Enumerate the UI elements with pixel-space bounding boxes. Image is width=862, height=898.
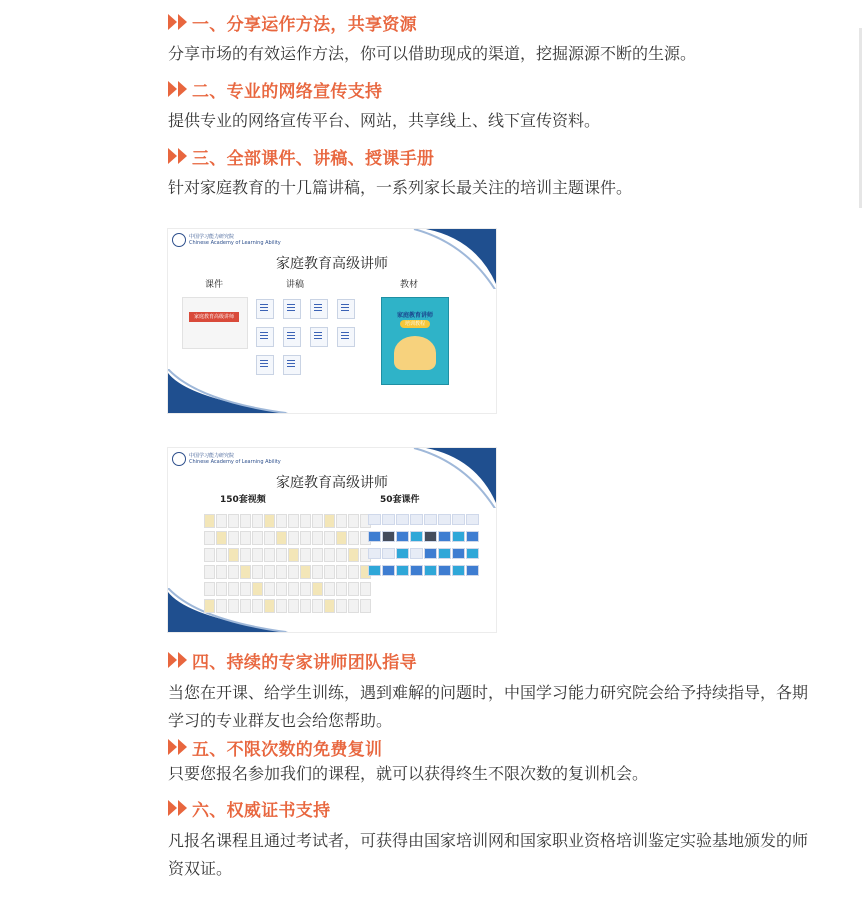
video-thumbnail [288, 514, 299, 528]
video-thumbnail [324, 548, 335, 562]
video-thumbnail [216, 565, 227, 579]
video-thumbnail [204, 531, 215, 545]
video-thumbnail [276, 599, 287, 613]
double-arrow-icon [168, 80, 190, 98]
video-thumbnail-grid [204, 514, 369, 613]
courseware-thumbnail [410, 548, 423, 559]
video-thumbnail [216, 582, 227, 596]
double-arrow-icon [168, 147, 190, 165]
video-thumbnail [228, 531, 239, 545]
video-thumbnail [324, 514, 335, 528]
video-thumbnail [240, 565, 251, 579]
video-thumbnail [300, 514, 311, 528]
doc-icon [256, 355, 274, 375]
video-thumbnail [204, 514, 215, 528]
family-illustration [394, 336, 436, 370]
doc-icon [283, 327, 301, 347]
courseware-thumbnail [382, 565, 395, 576]
video-thumbnail [252, 531, 263, 545]
slide-title: 家庭教育高级讲师 [276, 475, 388, 491]
column-label: 教材 [400, 280, 419, 290]
textbook-cover [381, 297, 449, 385]
courseware-thumbnail [410, 531, 423, 542]
courseware-thumbnail [452, 514, 465, 525]
lecture-doc-grid [256, 299, 359, 375]
courseware-thumbnail [424, 565, 437, 576]
courseware-thumbnail [396, 531, 409, 542]
courseware-thumbnail [410, 514, 423, 525]
video-thumbnail [264, 582, 275, 596]
video-thumbnail [300, 599, 311, 613]
seal-icon [172, 452, 186, 466]
slide-title: 家庭教育高级讲师 [276, 256, 388, 272]
courseware-thumbnail [368, 565, 381, 576]
courseware-thumbnail [438, 531, 451, 542]
video-thumbnail [204, 548, 215, 562]
video-thumbnail [276, 531, 287, 545]
video-thumbnail [216, 548, 227, 562]
video-thumbnail [348, 599, 359, 613]
video-thumbnail [204, 599, 215, 613]
video-thumbnail [312, 548, 323, 562]
courseware-cover [182, 297, 248, 349]
section-heading-1 [168, 9, 417, 35]
section-title: 五、不限次数的免费复训 [192, 739, 383, 760]
courseware-thumbnail [410, 565, 423, 576]
video-thumbnail [348, 565, 359, 579]
video-thumbnail [264, 565, 275, 579]
column-label: 50套课件 [380, 495, 420, 505]
courseware-thumbnail [382, 531, 395, 542]
video-thumbnail [312, 531, 323, 545]
video-thumbnail [300, 582, 311, 596]
video-thumbnail [264, 599, 275, 613]
video-thumbnail [252, 548, 263, 562]
doc-icon [283, 299, 301, 319]
video-thumbnail [348, 548, 359, 562]
video-thumbnail [240, 582, 251, 596]
video-thumbnail [264, 531, 275, 545]
section-body: 针对家庭教育的十几篇讲稿，一系列家长最关注的培训主题课件。 [168, 178, 633, 197]
video-thumbnail [216, 531, 227, 545]
doc-icon [310, 299, 328, 319]
section-heading-4 [168, 647, 417, 673]
video-thumbnail [348, 531, 359, 545]
video-thumbnail [348, 514, 359, 528]
video-thumbnail [204, 582, 215, 596]
video-thumbnail [336, 514, 347, 528]
video-thumbnail [300, 565, 311, 579]
courseware-thumbnail [396, 565, 409, 576]
video-thumbnail [240, 599, 251, 613]
doc-icon [283, 355, 301, 375]
courseware-thumbnail [424, 531, 437, 542]
video-thumbnail [276, 514, 287, 528]
cover-title: 家庭教育高级讲师 [193, 314, 234, 320]
courseware-thumbnail [382, 548, 395, 559]
video-thumbnail [204, 565, 215, 579]
section-title: 一、分享运作方法，共享资源 [192, 14, 417, 35]
video-thumbnail [228, 599, 239, 613]
courseware-thumbnail [466, 514, 479, 525]
courseware-thumbnail [368, 514, 381, 525]
seal-icon [172, 233, 186, 247]
logo-cn: 中国学习能力研究院 [189, 453, 235, 459]
logo-cn: 中国学习能力研究院 [189, 234, 235, 240]
video-thumbnail [252, 582, 263, 596]
courseware-thumbnail [438, 548, 451, 559]
video-thumbnail [324, 531, 335, 545]
video-thumbnail [312, 514, 323, 528]
column-label: 150套视频 [220, 495, 266, 505]
courseware-thumbnail [368, 531, 381, 542]
courseware-thumbnail [452, 531, 465, 542]
section-heading-3 [168, 143, 434, 169]
video-thumbnail [228, 514, 239, 528]
videos-courseware-slide [168, 448, 496, 632]
video-thumbnail [264, 548, 275, 562]
video-thumbnail [216, 514, 227, 528]
video-thumbnail [300, 548, 311, 562]
section-body: 提供专业的网络宣传平台、网站，共享线上、线下宣传资料。 [168, 111, 601, 130]
column-label: 讲稿 [286, 280, 305, 290]
section-body: 凡报名课程且通过考试者，可获得由国家培训网和国家职业资格培训鉴定实验基地颁发的师资双证。 [168, 831, 809, 878]
doc-icon [337, 299, 355, 319]
double-arrow-icon [168, 738, 190, 756]
logo-en: Chinese Academy of Learning Ability [189, 459, 281, 465]
doc-icon [256, 299, 274, 319]
video-thumbnail [288, 599, 299, 613]
doc-icon [310, 327, 328, 347]
video-thumbnail [252, 599, 263, 613]
video-thumbnail [336, 582, 347, 596]
courseware-thumbnail [396, 514, 409, 525]
courseware-thumbnail-grid [368, 514, 477, 576]
section-body: 只要您报名参加我们的课程，就可以获得终生不限次数的复训机会。 [168, 764, 649, 783]
video-thumbnail [276, 565, 287, 579]
section-title: 六、权威证书支持 [192, 800, 331, 821]
video-thumbnail [228, 565, 239, 579]
courseware-thumbnail [424, 514, 437, 525]
video-thumbnail [336, 599, 347, 613]
video-thumbnail [312, 565, 323, 579]
logo-en: Chinese Academy of Learning Ability [189, 240, 281, 246]
courseware-thumbnail [438, 565, 451, 576]
video-thumbnail [336, 548, 347, 562]
courseware-thumbnail [424, 548, 437, 559]
courseware-thumbnail [466, 531, 479, 542]
slide-corner-decoration [168, 369, 288, 413]
doc-icon [256, 327, 274, 347]
video-thumbnail [276, 548, 287, 562]
courseware-thumbnail [452, 548, 465, 559]
section-title: 二、专业的网络宣传支持 [192, 81, 383, 102]
video-thumbnail [228, 582, 239, 596]
courseware-thumbnail [466, 565, 479, 576]
video-thumbnail [360, 599, 371, 613]
section-heading-2 [168, 76, 382, 102]
video-thumbnail [252, 565, 263, 579]
video-thumbnail [240, 548, 251, 562]
section-title: 三、全部课件、讲稿、授课手册 [192, 148, 435, 169]
institute-logo [172, 452, 281, 466]
video-thumbnail [264, 514, 275, 528]
video-thumbnail [288, 582, 299, 596]
video-thumbnail [324, 599, 335, 613]
video-thumbnail [228, 548, 239, 562]
section-heading-5 [168, 734, 382, 760]
video-thumbnail [300, 531, 311, 545]
section-body: 分享市场的有效运作方法，你可以借助现成的渠道，挖掘源源不断的生源。 [168, 44, 697, 63]
column-label: 课件 [205, 280, 224, 290]
section-heading-6 [168, 795, 330, 821]
doc-icon [337, 327, 355, 347]
double-arrow-icon [168, 799, 190, 817]
video-thumbnail [240, 514, 251, 528]
double-arrow-icon [168, 13, 190, 31]
book-title: 家庭教育讲师 [396, 312, 433, 319]
video-thumbnail [336, 565, 347, 579]
section-title: 四、持续的专家讲师团队指导 [192, 652, 417, 673]
video-thumbnail [252, 514, 263, 528]
video-thumbnail [360, 582, 371, 596]
courseware-thumbnail [382, 514, 395, 525]
video-thumbnail [288, 531, 299, 545]
video-thumbnail [324, 565, 335, 579]
video-thumbnail [288, 565, 299, 579]
video-thumbnail [348, 582, 359, 596]
courseware-thumbnail [452, 565, 465, 576]
institute-logo [172, 233, 281, 247]
video-thumbnail [240, 531, 251, 545]
book-subtitle: 培训教程 [400, 320, 430, 328]
courseware-thumbnail [396, 548, 409, 559]
courseware-thumbnail [368, 548, 381, 559]
courseware-thumbnail [438, 514, 451, 525]
course-materials-slide [168, 229, 496, 413]
double-arrow-icon [168, 651, 190, 669]
courseware-thumbnail [466, 548, 479, 559]
video-thumbnail [216, 599, 227, 613]
video-thumbnail [288, 548, 299, 562]
section-body: 当您在开课、给学生训练，遇到难解的问题时，中国学习能力研究院会给予持续指导，各期学习的专业群友也会给您帮助。 [168, 683, 809, 730]
video-thumbnail [276, 582, 287, 596]
video-thumbnail [324, 582, 335, 596]
video-thumbnail [336, 531, 347, 545]
video-thumbnail [312, 582, 323, 596]
video-thumbnail [312, 599, 323, 613]
